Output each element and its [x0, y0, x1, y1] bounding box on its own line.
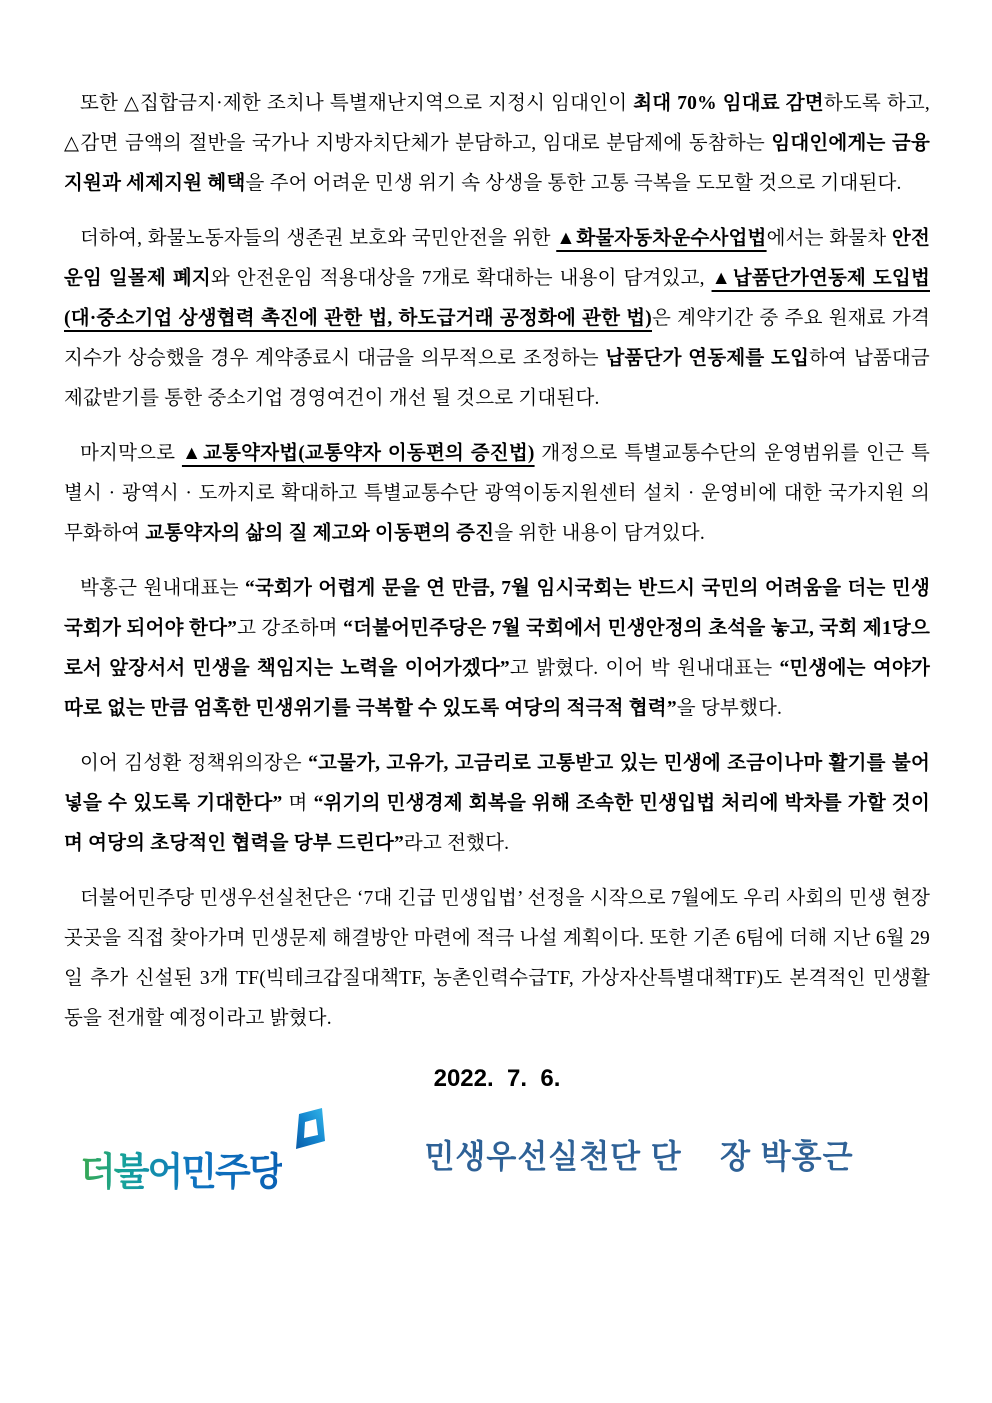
text-run: 에서는 화물차: [766, 228, 892, 249]
emphasis-run: “국회가 어렵게 문을 연 만큼, 7월 임시국회는 반드시 국민의 어려움을 더는 민생국회가 되어야 한다”: [64, 578, 930, 639]
emphasis-run: “더불어민주당은 7월 국회에서 민생안정의 초석을 놓고, 국회 제1당으로서 앞장서서 민생을 책임지는 노력을 이어가겠다”: [64, 618, 930, 679]
emphasis-run: 교통약자의 삶의 질 제고와 이동편의 증진: [145, 523, 495, 544]
emphasis-run: “위기의 민생경제 회복을 위해 조속한 민생입법 처리에 박차를 가할 것이며 여당의 초당적인 협력을 당부 드린다”: [64, 793, 930, 854]
emphasis-run: ▲교통약자법(교통약자 이동편의 증진법): [181, 443, 535, 464]
paragraph: [64, 434, 930, 554]
text-run: 이어 김성환 정책위의장은: [80, 753, 309, 774]
emphasis-run: “민생에는 여야가 따로 없는 만큼 엄혹한 민생위기를 극복할 수 있도록 여당의 적극적 협력”: [64, 658, 930, 719]
text-run: 고 밝혔다. 이어 박 원내대표는: [509, 658, 780, 679]
footer: [64, 1111, 930, 1195]
text-run: 하도록 하고, △감면 금액의 절반을 국가나 지방자치단체가 분담하고, 임대로 분담제에 동참하는: [64, 93, 930, 154]
text-run: 을 주어 어려운 민생 위기 속 상생을 통한 고통 극복을 도모할 것으로 기대된다.: [245, 173, 902, 194]
signature-line: 민생우선실천단 단 장 박홍근: [424, 1137, 854, 1175]
paragraph: [64, 879, 930, 1039]
paragraph: [64, 84, 930, 204]
party-logo: [80, 1111, 348, 1195]
text-run: 개정으로 특별교통수단의 운영범위를 인근 특별시 · 광역시 · 도까지로 확대하고 특별교통수단 광역이동지원센터 설치 · 운영비에 대한 국가지원 의무화하여: [64, 443, 930, 544]
text-run: 라고 전했다.: [403, 833, 510, 854]
text-run: 하여 납품대금 제값받기를 통한 중소기업 경영여건이 개선 될 것으로 기대된다.: [64, 348, 930, 409]
emphasis-run: 최대 70% 임대료 감면: [633, 93, 824, 114]
text-run: 더하여, 화물노동자들의 생존권 보호와 국민안전을 위한: [80, 228, 557, 249]
text-run: 박홍근 원내대표는: [80, 578, 245, 599]
emphasis-run: ▲화물자동차운수사업법: [556, 228, 767, 249]
emphasis-run: 임대인에게는 금융지원과 세제지원 혜택: [64, 133, 930, 194]
text-run: 며: [282, 793, 314, 814]
party-symbol-icon: [288, 1107, 328, 1153]
emphasis-run: ▲납품단가연동제 도입법(대·중소기업 상생협력 촉진에 관한 법, 하도급거래 공정화에 관한 법): [64, 268, 930, 329]
text-run: 더불어민주당 민생우선실천단은 ‘7대 긴급 민생입법’ 선정을 시작으로 7월에도 우리 사회의 민생 현장 곳곳을 직접 찾아가며 민생문제 해결방안 마련에 적극 나설 계획이다. 또한 기존 6팀에 더해 지난 6월 29일 추가 신설된 3개 TF(빅테크갑질대책TF, 농촌인력수급TF, 가상자산특별대책TF)도 본격적인 민생활동을 전개할 예정이라고 밝혔다.: [64, 888, 930, 1029]
paragraph: [64, 744, 930, 864]
emphasis-run: 안전운임 일몰제 폐지: [64, 228, 930, 289]
document-body: [64, 84, 930, 1039]
text-run: 은 계약기간 중 주요 원재료 가격 지수가 상승했을 경우 계약종료시 대금을 의무적으로 조정하는: [64, 308, 931, 369]
party-logo-text: 더불어민주당: [80, 1140, 282, 1197]
text-run: 고 강조하며: [237, 618, 344, 639]
text-run: 또한 △집합금지·제한 조치나 특별재난지역으로 지정시 임대인이: [80, 93, 634, 114]
paragraph: [64, 569, 930, 729]
date-line: 2022. 7. 6.: [433, 1065, 561, 1092]
text-run: 와 안전운임 적용대상을 7개로 확대하는 내용이 담겨있고,: [210, 268, 712, 289]
text-run: 을 위한 내용이 담겨있다.: [494, 523, 705, 544]
emphasis-run: “고물가, 고유가, 고금리로 고통받고 있는 민생에 조금이나마 활기를 불어넣을 수 있도록 기대한다”: [64, 753, 930, 814]
text-run: 을 당부했다.: [676, 698, 783, 719]
paragraph: [64, 219, 930, 419]
text-run: 마지막으로: [80, 443, 182, 464]
emphasis-run: 납품단가 연동제를 도입: [605, 348, 810, 369]
